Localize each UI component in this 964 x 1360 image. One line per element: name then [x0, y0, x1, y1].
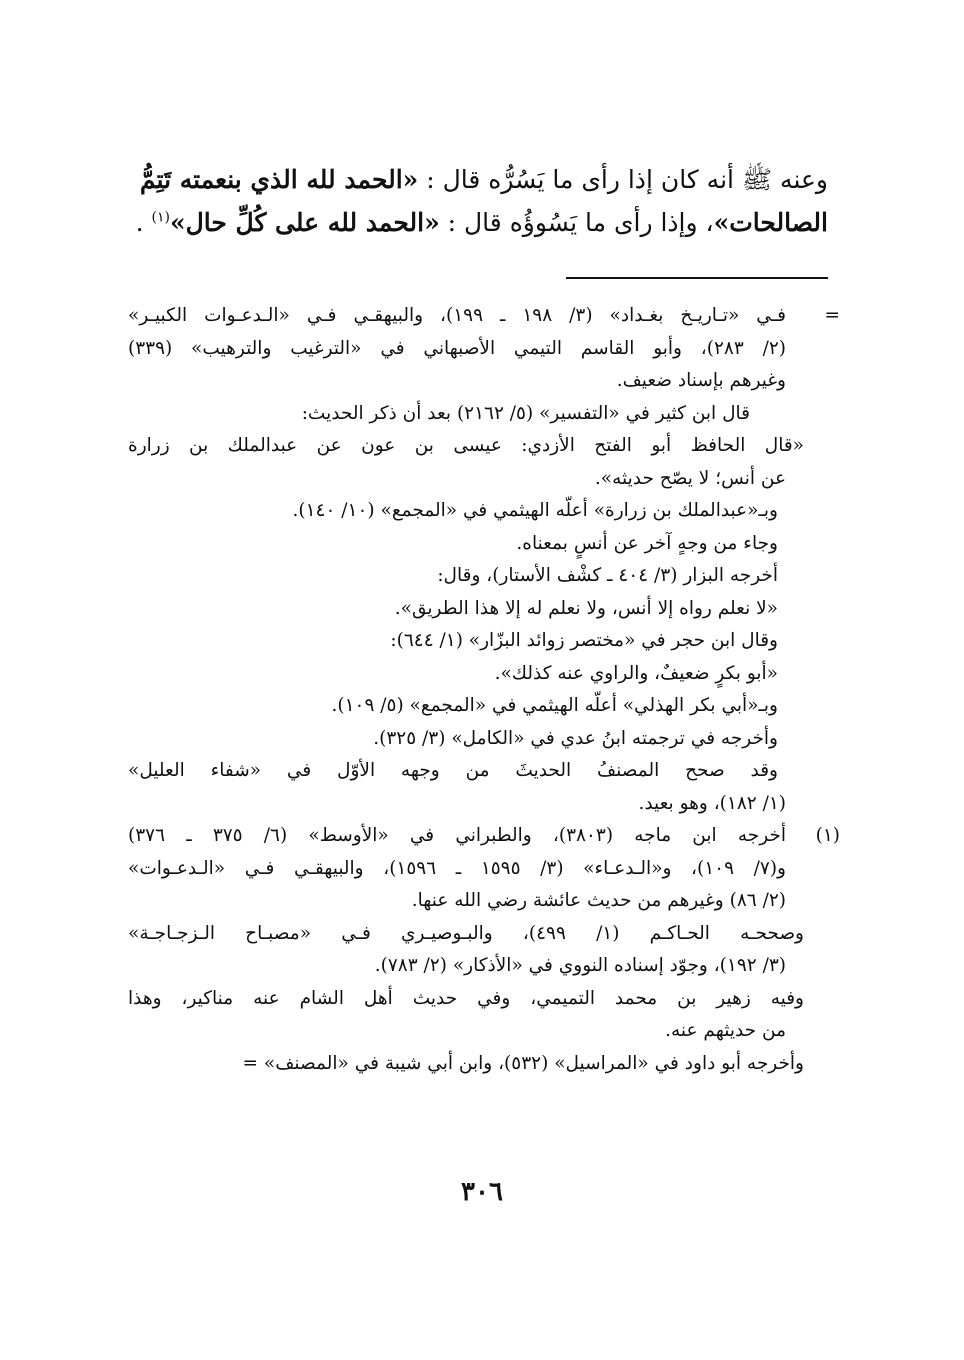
footnote-line-text: وأخرجه في ترجمته ابنُ عدي في «الكامل» (٣/ ٣٢٥). — [373, 727, 778, 749]
footnote-line — [128, 885, 840, 918]
footnote-line-text: «لا نعلم رواه إلا أنس، ولا نعلم له إلا هذا الطريق». — [394, 597, 778, 619]
footnote-line-text: أخرجه ابن ماجه (٣٨٠٣)، والطبراني في «الأوسط» (٦/ ٣٧٥ ـ ٣٧٦) — [128, 825, 786, 846]
page-number: ٣٠٦ — [461, 1177, 503, 1207]
footnote-line — [128, 690, 840, 723]
footnote-line — [128, 1015, 840, 1048]
main-line-2 — [128, 201, 828, 244]
footnote-line — [128, 365, 840, 398]
footnote-line-text: وفيه زهير بن محمد التميمي، وفي حديث أهل الشام عنه مناكير، وهذا — [128, 987, 804, 1009]
main-line-1-text: وعنه ﷺ أنه كان إذا رأى ما يَسُرُّه قال : — [418, 165, 828, 194]
footnote-line — [128, 463, 840, 496]
footnote-line-text: و(٧/ ١٠٩)، و«الـدعـاء» (٣/ ١٥٩٥ ـ ١٥٩٦)، والبيهقـي فـي «الـدعـوات» — [128, 857, 786, 879]
footnote-line-text: «قال الحافظ أبو الفتح الأزدي: عيسى بن عون عن عبدالملك بن زرارة — [128, 435, 804, 456]
hadith-quote-2: «الحمد لله على كُلِّ حال» — [169, 208, 440, 237]
footnote-line — [128, 723, 840, 756]
footnote-line-text: عن أنس؛ لا يصّح حديثه». — [594, 467, 786, 489]
footnote-line — [128, 398, 840, 431]
footnote-line — [128, 853, 840, 886]
footnote-line-text: وقد صحح المصنفُ الحديثَ من وجهه الأوّل في «شفاء العليل» — [128, 760, 778, 781]
footnote-line — [128, 983, 840, 1016]
footnote-line — [128, 658, 840, 691]
footnote-line-text: وغيرهم بإسناد ضعيف. — [616, 370, 786, 391]
footnote-line-text: أخرجه البزار (٣/ ٤٠٤ ـ كشْف الأستار)، وقال: — [437, 565, 778, 586]
hadith-quote-1: «الحمد لله الذي بنعمته تَتِمُّ — [139, 165, 419, 194]
footnote-line-text: فـي «تـاريـخ بغـداد» (٣/ ١٩٨ ـ ١٩٩)، والبيهقـي فـي «الـدعـوات الكبيـر» — [128, 305, 786, 326]
footnote-separator — [566, 277, 828, 279]
footnote-line — [128, 1048, 840, 1081]
hadith-quote-1-end: الصالحات» — [713, 208, 828, 237]
continuation-marker: = — [824, 305, 840, 326]
footnote-line — [128, 495, 840, 528]
footnote-line — [128, 950, 840, 983]
footnote-line-text: «أبو بكرٍ ضعيفٌ، والراوي عنه كذلك». — [494, 662, 778, 684]
footnote-line — [128, 788, 840, 821]
main-line-1 — [128, 158, 828, 201]
main-line-2-text: ، وإذا رأى ما يَسُوؤُه قال : — [439, 208, 714, 237]
footnote-line — [128, 430, 840, 463]
footnote-reference[interactable]: (١) — [151, 209, 170, 226]
main-text — [128, 158, 828, 244]
footnote-line-text: وأخرجه أبو داود في «المراسيل» (٥٣٢)، وابن أبي شيبة في «المصنف» = — [242, 1052, 804, 1074]
footnote-line — [128, 593, 840, 626]
footnote-line — [128, 820, 840, 853]
footnote-line — [128, 560, 840, 593]
footnote-line-text: وجاء من وجهٍ آخر عن أنسٍ بمعناه. — [516, 532, 778, 554]
footnote-line — [128, 625, 840, 658]
footnote-line-text: (٢/ ٢٨٣)، وأبو القاسم التيمي الأصبهاني في «الترغيب والترهيب» (٣٣٩) — [128, 337, 786, 359]
footnote-line-text: (١/ ١٨٢)، وهو بعيد. — [638, 792, 786, 814]
footnote-line-text: (٢/ ٨٦) وغيرهم من حديث عائشة رضي الله عنها. — [411, 890, 786, 911]
footnotes — [128, 300, 840, 1080]
footnote-line-text: وبـ«أبي بكر الهذلي» أعلّه الهيثمي في «المجمع» (٥/ ١٠٩). — [331, 695, 778, 716]
footnote-line-text: وبـ«عبدالملك بن زرارة» أعلّه الهيثمي في «المجمع» (١٠/ ١٤٠). — [292, 500, 778, 521]
footnote-number: (١) — [815, 825, 840, 846]
footnote-line — [128, 755, 840, 788]
footnote-line-text: وقال ابن حجر في «مختصر زوائد البزّار» (١/ ٦٤٤): — [390, 630, 778, 651]
footnote-line-text: قال ابن كثير في «التفسير» (٥/ ٢١٦٢) بعد أن ذكر الحديث: — [301, 402, 750, 424]
main-line-2-end: . — [135, 208, 152, 237]
footnote-line-text: (٣/ ١٩٢)، وجوّد إسناده النووي في «الأذكار» (٢/ ٧٨٣). — [374, 955, 786, 976]
footnote-line — [128, 333, 840, 366]
footnote-line-text: من حديثهم عنه. — [665, 1020, 786, 1041]
footnote-line — [128, 300, 840, 333]
footnote-line — [128, 528, 840, 561]
footnote-line-text: وصححـه الحـاكـم (١/ ٤٩٩)، والبـوصيـري فـي «مصبـاح الـزجـاجـة» — [128, 922, 804, 944]
footnote-line — [128, 918, 840, 951]
